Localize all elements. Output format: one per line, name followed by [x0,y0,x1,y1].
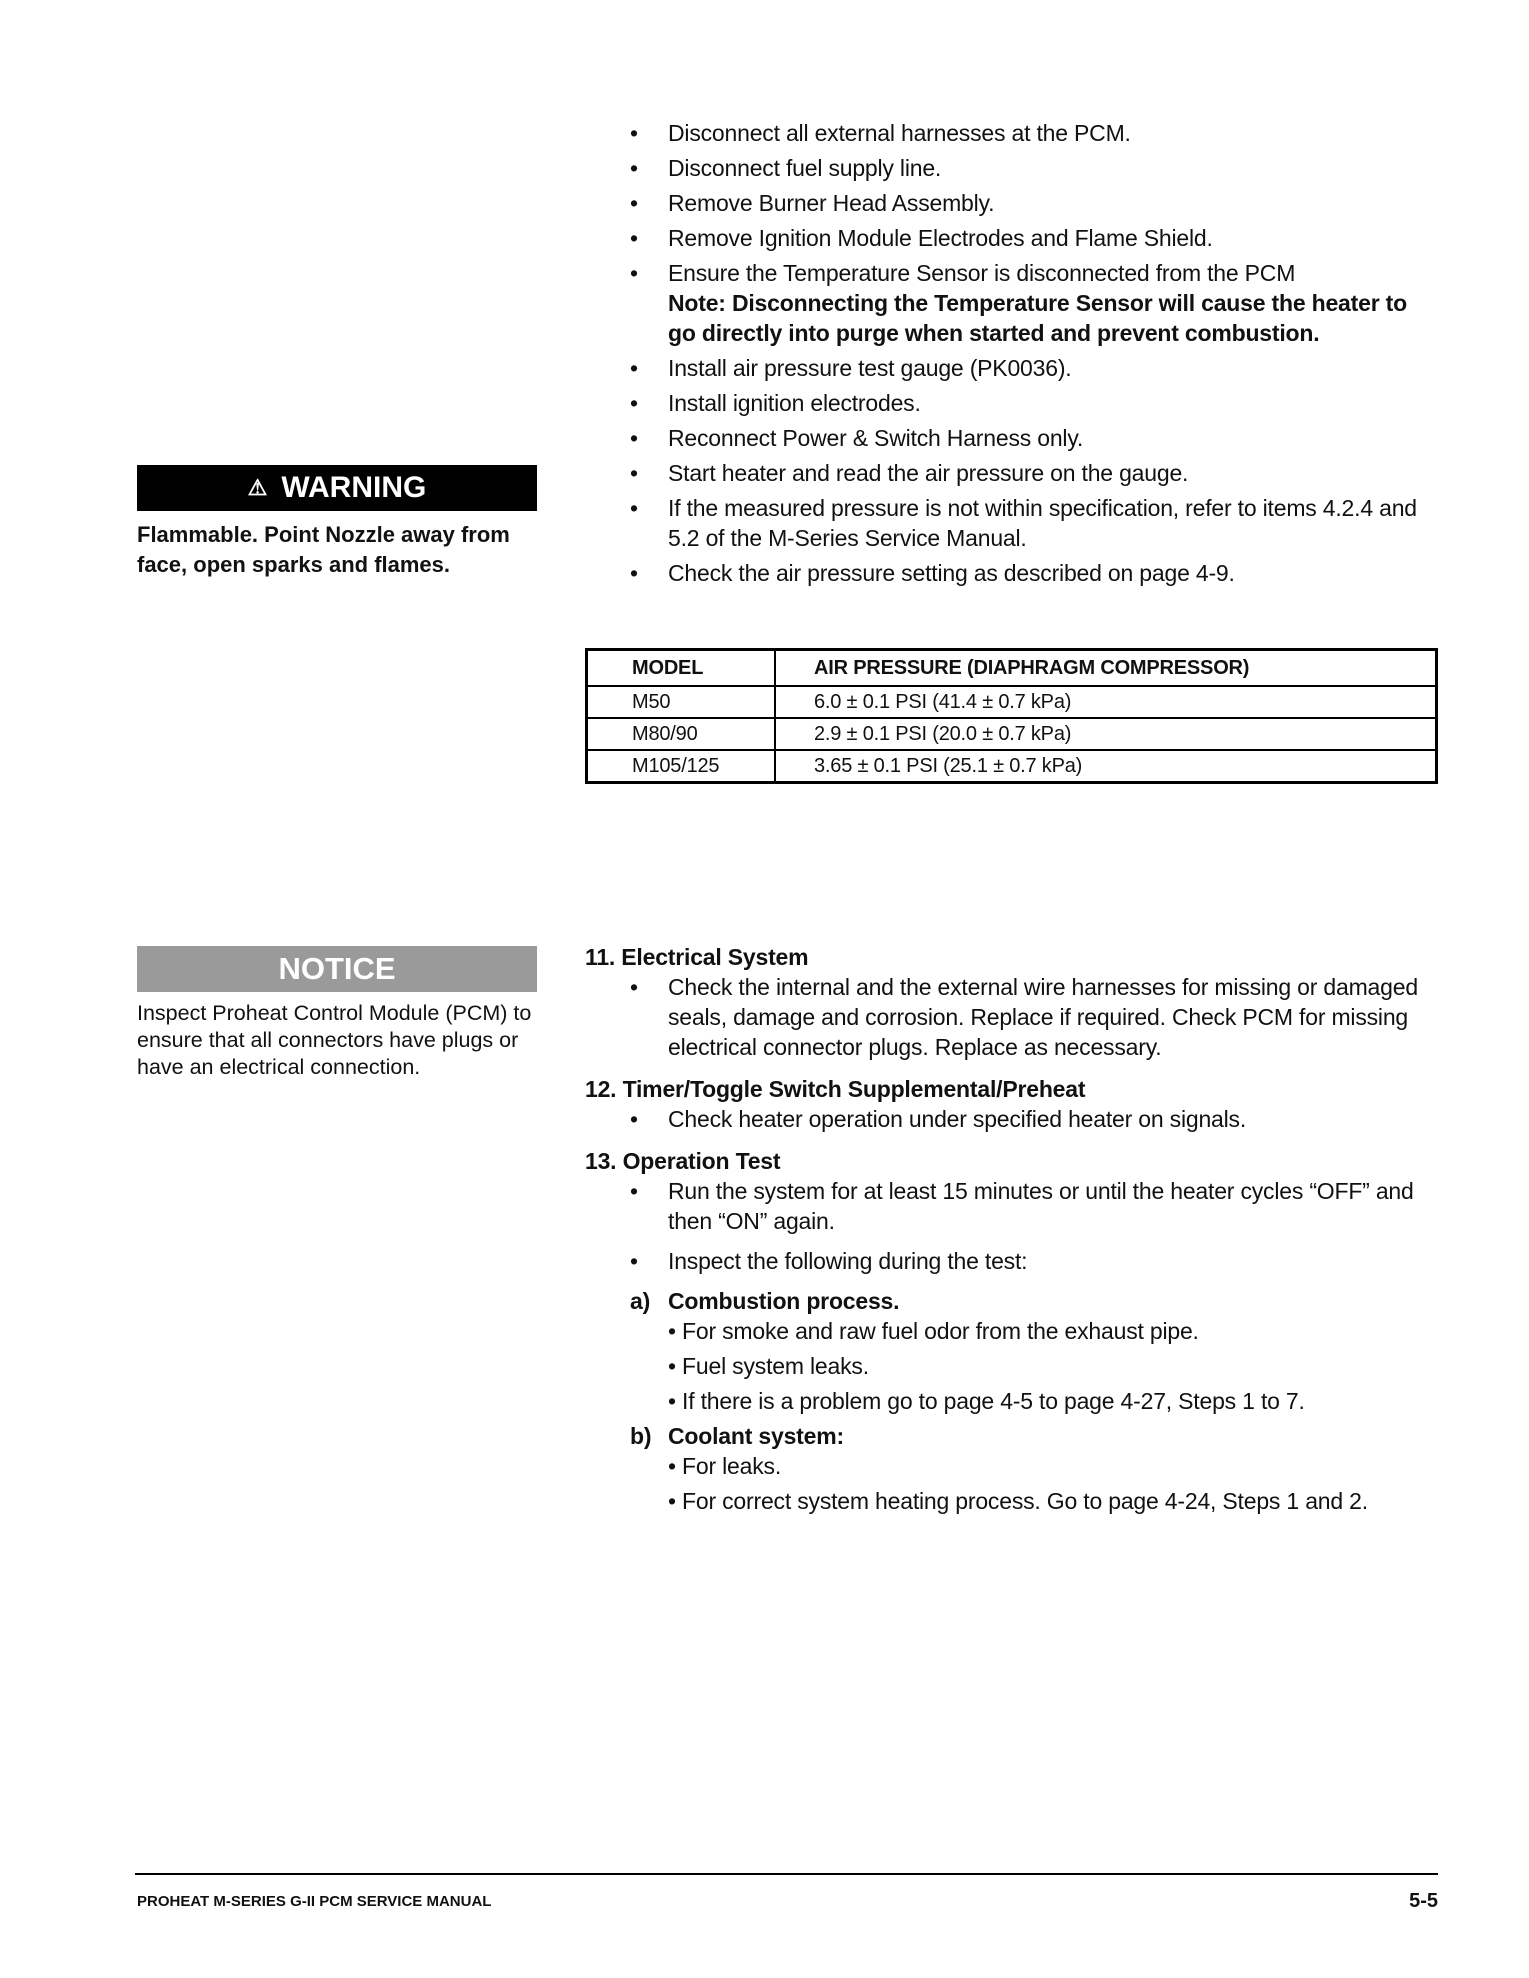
inspection-sections [585,942,1445,1521]
bullet-icon: • [630,1106,638,1132]
bullet-icon: • [630,190,638,216]
subsection-title: b) Coolant system: [630,1423,844,1449]
bullet-icon: • [630,1178,638,1204]
subsection-items [630,1451,1445,1516]
column-header-air-pressure: AIR PRESSURE (DIAPHRAGM COMPRESSOR) [775,650,1437,687]
bullet-icon: • [630,974,638,1000]
list-item: • Fuel system leaks. [668,1353,869,1379]
bullet-icon: • [630,390,638,416]
air-pressure-table [585,648,1438,784]
bullet-icon: • [630,495,638,521]
list-item: • Run the system for at least 15 minutes or until the heater cycles “OFF” and then “ON” again. [630,1178,1414,1234]
pressure-cell: 2.9 ± 0.1 PSI (20.0 ± 0.7 kPa) [775,718,1437,750]
pressure-cell: 6.0 ± 0.1 PSI (41.4 ± 0.7 kPa) [775,686,1437,718]
list-item: • Check heater operation under specified heater on signals. [630,1106,1247,1132]
list-item: • For smoke and raw fuel odor from the exhaust pipe. [668,1318,1199,1344]
notice-banner [137,946,537,992]
section-title: 13. Operation Test [585,1148,781,1174]
list-item: • Disconnect fuel supply line. [630,155,942,181]
notice-text: Inspect Proheat Control Module (PCM) to ensure that all connectors have plugs or have an electrical connection. [137,1001,532,1079]
section-electrical-system [585,942,1445,1062]
bullet-icon: • [630,260,638,286]
pressure-cell: 3.65 ± 0.1 PSI (25.1 ± 0.7 kPa) [775,750,1437,783]
column-header-model: MODEL [587,650,776,687]
list-item: • Start heater and read the air pressure on the gauge. [630,460,1189,486]
list-item: • Check the internal and the external wire harnesses for missing or damaged seals, damage and corrosion. Replace if required. Check PCM for missing electrical connector plugs. Replace as necessary. [630,974,1418,1060]
section-bullets [585,1104,1445,1134]
list-item: • For leaks. [668,1453,782,1479]
warning-text: Flammable. Point Nozzle away from face, open sparks and flames. [137,522,510,577]
model-cell: M50 [587,686,776,718]
list-item: • Check the air pressure setting as described on page 4-9. [630,560,1235,586]
table-row [587,718,1437,750]
model-cell: M105/125 [587,750,776,783]
table-row [587,750,1437,783]
bullet-icon: • [630,425,638,451]
footer-manual-title: PROHEAT M-SERIES G-II PCM SERVICE MANUAL [137,1893,492,1910]
footer-divider [135,1873,1438,1875]
warning-banner [137,465,537,511]
bullet-icon: • [630,155,638,181]
list-item: • If the measured pressure is not within specification, refer to items 4.2.4 and 5.2 of the M-Series Service Manual. [630,495,1417,551]
bullet-note: Note: Disconnecting the Temperature Sensor will cause the heater to go directly into purge when started and prevent combustion. [668,290,1407,346]
warning-triangle-icon: ⚠ [247,475,268,500]
bullet-icon: • [630,1248,638,1274]
section-bullets [585,1176,1445,1276]
bullet-icon: • [630,120,638,146]
section-title: 11. Electrical System [585,944,809,970]
bullet-icon: • [630,460,638,486]
page-number: 5-5 [1409,1890,1438,1912]
bullet-icon: • [630,225,638,251]
section-title: 12. Timer/Toggle Switch Supplemental/Preheat [585,1076,1086,1102]
subsection-coolant-system [630,1421,1445,1516]
section-timer-toggle-switch [585,1074,1445,1134]
model-cell: M80/90 [587,718,776,750]
list-item: • Install air pressure test gauge (PK0036). [630,355,1072,381]
list-item: • Disconnect all external harnesses at the PCM. [630,120,1131,146]
notice-label: NOTICE [278,951,396,986]
warning-label: WARNING [281,471,427,504]
subsection-items [630,1316,1445,1416]
subsection-combustion-process [630,1286,1445,1416]
procedure-bullet-list [630,118,1430,593]
section-operation-test [585,1146,1445,1516]
list-item: • Remove Ignition Module Electrodes and Flame Shield. [630,225,1213,251]
subsection-title: a) Combustion process. [630,1288,900,1314]
table-header-row [587,650,1437,687]
bullet-icon: • [630,355,638,381]
section-bullets [585,972,1445,1062]
list-item: • Remove Burner Head Assembly. [630,190,995,216]
list-item: • Ensure the Temperature Sensor is disconnected from the PCM Note: Disconnecting the Temperature Sensor will cause the heater to go directly into purge when started and prevent combustion. [630,258,1430,348]
list-item: • If there is a problem go to page 4-5 to page 4-27, Steps 1 to 7. [668,1388,1305,1414]
table-row [587,686,1437,718]
list-item: • Install ignition electrodes. [630,390,921,416]
bullet-icon: • [630,560,638,586]
list-item: • For correct system heating process. Go to page 4-24, Steps 1 and 2. [668,1488,1368,1514]
list-item: • Reconnect Power & Switch Harness only. [630,425,1084,451]
list-item: • Inspect the following during the test: [630,1248,1028,1274]
